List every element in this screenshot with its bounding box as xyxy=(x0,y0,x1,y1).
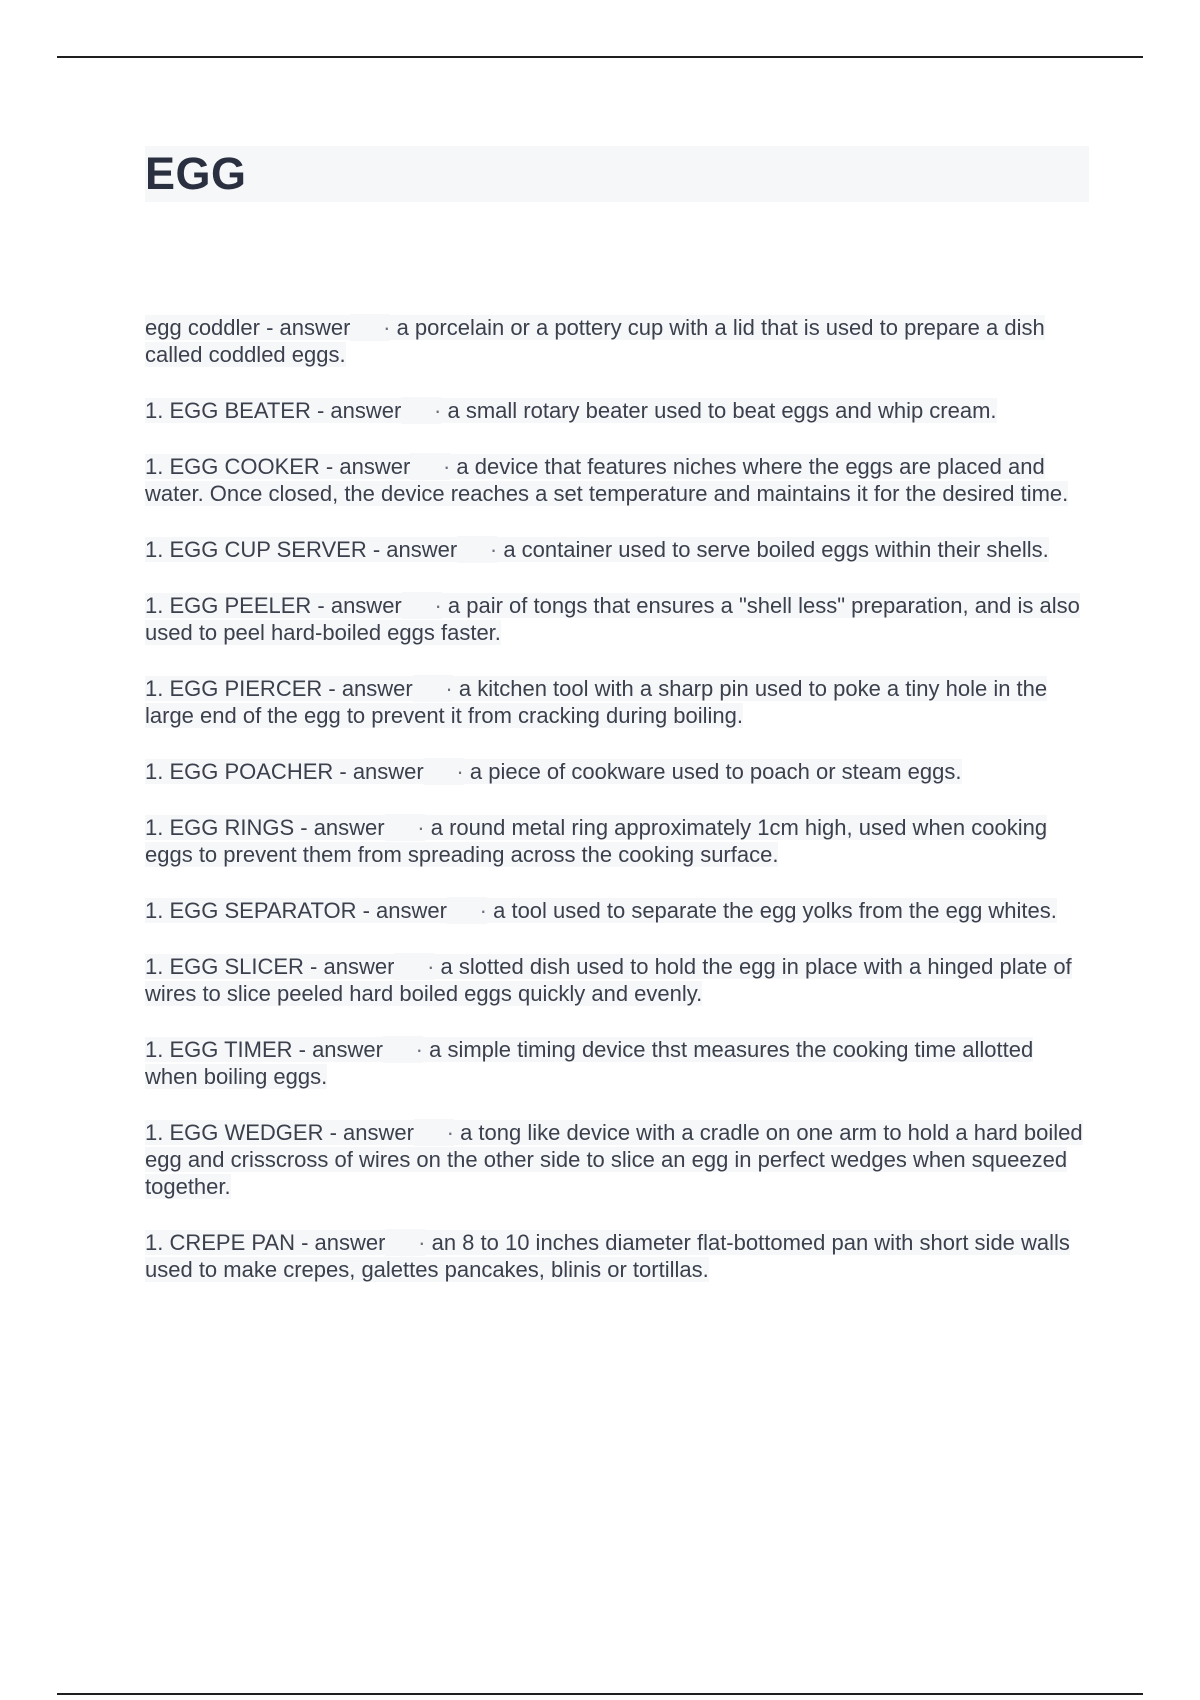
bullet-icon: · xyxy=(424,758,464,785)
bullet-icon: · xyxy=(410,453,450,480)
bullet-icon: · xyxy=(350,314,390,341)
entry-definition: a simple timing device thst measures the cooking time allotted when boiling eggs. xyxy=(145,1037,1034,1089)
list-item xyxy=(145,897,1089,924)
list-item xyxy=(145,536,1089,563)
entry-term: 1. EGG BEATER - answer xyxy=(145,398,402,423)
list-item xyxy=(145,1119,1089,1200)
entry-definition: a tool used to separate the egg yolks from the egg whites. xyxy=(493,898,1057,923)
bullet-icon: · xyxy=(414,1119,454,1146)
bullet-icon: · xyxy=(402,592,442,619)
page-title: EGG xyxy=(145,148,247,199)
bottom-rule xyxy=(57,1693,1143,1695)
entry-list xyxy=(145,314,1089,1283)
document-page xyxy=(145,146,1089,1312)
entry-definition: a porcelain or a pottery cup with a lid that is used to prepare a dish called coddled eggs. xyxy=(145,315,1045,367)
list-item xyxy=(145,814,1089,868)
entry-term: 1. CREPE PAN - answer xyxy=(145,1230,386,1255)
list-item xyxy=(145,592,1089,646)
entry-term: 1. EGG TIMER - answer xyxy=(145,1037,383,1062)
list-item xyxy=(145,758,1089,785)
entry-term: 1. EGG SLICER - answer xyxy=(145,954,395,979)
bullet-icon: · xyxy=(447,897,487,924)
entry-term: 1. EGG PEELER - answer xyxy=(145,593,402,618)
entry-term: 1. EGG CUP SERVER - answer xyxy=(145,537,458,562)
entry-definition: a container used to serve boiled eggs within their shells. xyxy=(503,537,1049,562)
bullet-icon: · xyxy=(385,814,425,841)
entry-definition: a round metal ring approximately 1cm high, used when cooking eggs to prevent them from spreading across the cooking surface. xyxy=(145,815,1048,867)
bullet-icon: · xyxy=(383,1036,423,1063)
entry-term: 1. EGG POACHER - answer xyxy=(145,759,424,784)
entry-definition: a tong like device with a cradle on one arm to hold a hard boiled egg and crisscross of wires on the other side to slice an egg in perfect wedges when squeezed together. xyxy=(145,1120,1083,1199)
entry-term: 1. EGG RINGS - answer xyxy=(145,815,385,840)
list-item xyxy=(145,675,1089,729)
bullet-icon: · xyxy=(413,675,453,702)
entry-definition: a pair of tongs that ensures a "shell less" preparation, and is also used to peel hard-boiled eggs faster. xyxy=(145,593,1080,645)
entry-definition: a kitchen tool with a sharp pin used to poke a tiny hole in the large end of the egg to prevent it from cracking during boiling. xyxy=(145,676,1048,728)
list-item xyxy=(145,397,1089,424)
entry-definition: a device that features niches where the eggs are placed and water. Once closed, the device reaches a set temperature and maintains it for the desired time. xyxy=(145,454,1069,506)
entry-definition: a piece of cookware used to poach or steam eggs. xyxy=(469,759,962,784)
list-item xyxy=(145,314,1089,368)
entry-term: 1. EGG PIERCER - answer xyxy=(145,676,413,701)
title-bar xyxy=(145,146,1089,202)
entry-term: 1. EGG SEPARATOR - answer xyxy=(145,898,447,923)
entry-term: egg coddler - answer xyxy=(145,315,351,340)
list-item xyxy=(145,453,1089,507)
entry-definition: an 8 to 10 inches diameter flat-bottomed pan with short side walls used to make crepes, galettes pancakes, blinis or tortillas. xyxy=(145,1230,1070,1282)
bullet-icon: · xyxy=(401,397,441,424)
bullet-icon: · xyxy=(457,536,497,563)
list-item xyxy=(145,953,1089,1007)
entry-term: 1. EGG COOKER - answer xyxy=(145,454,411,479)
bullet-icon: · xyxy=(394,953,434,980)
entry-definition: a small rotary beater used to beat eggs and whip cream. xyxy=(447,398,997,423)
entry-term: 1. EGG WEDGER - answer xyxy=(145,1120,414,1145)
top-rule xyxy=(57,56,1143,58)
list-item xyxy=(145,1036,1089,1090)
entry-definition: a slotted dish used to hold the egg in place with a hinged plate of wires to slice peeled hard boiled eggs quickly and evenly. xyxy=(145,954,1072,1006)
bullet-icon: · xyxy=(385,1229,425,1256)
list-item xyxy=(145,1229,1089,1283)
